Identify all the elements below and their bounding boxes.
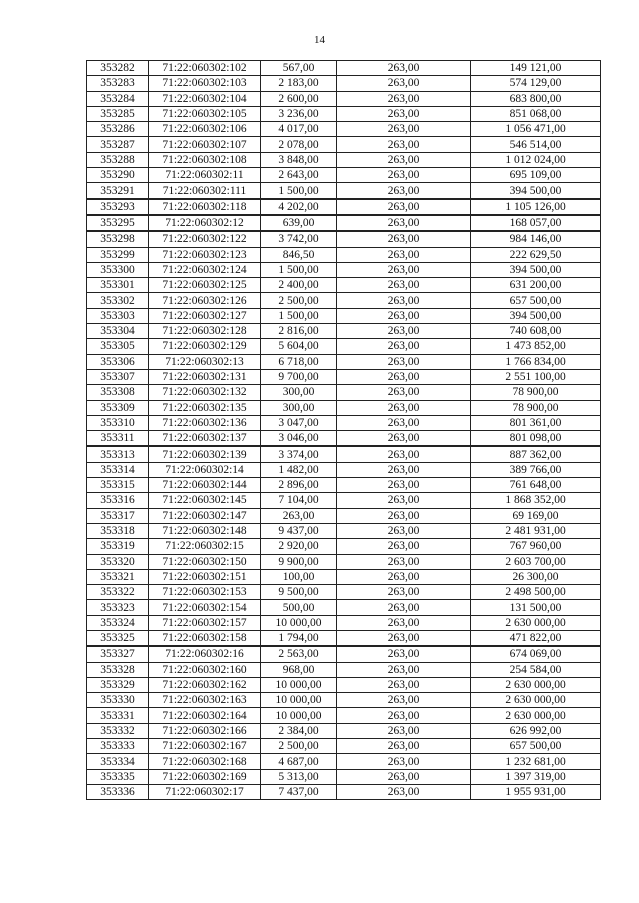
specific-value-cell: 263,00 [337, 615, 471, 630]
cadastral-number-cell: 71:22:060302:166 [149, 723, 261, 738]
cadastral-value-cell: 394 500,00 [471, 308, 601, 323]
cadastral-number-cell: 71:22:060302:13 [149, 354, 261, 369]
row-number-cell: 353336 [87, 784, 149, 799]
area-cell: 500,00 [261, 600, 337, 615]
specific-value-cell: 263,00 [337, 508, 471, 523]
cadastral-number-cell: 71:22:060302:167 [149, 739, 261, 754]
cadastral-value-cell: 222 629,50 [471, 247, 601, 262]
specific-value-cell: 263,00 [337, 400, 471, 415]
specific-value-cell: 263,00 [337, 693, 471, 708]
table-row [87, 585, 601, 600]
cadastral-value-cell: 254 584,00 [471, 662, 601, 677]
specific-value-cell: 263,00 [337, 646, 471, 662]
cadastral-number-cell: 71:22:060302:162 [149, 677, 261, 692]
area-cell: 1 482,00 [261, 462, 337, 477]
area-cell: 2 500,00 [261, 293, 337, 308]
specific-value-cell: 263,00 [337, 262, 471, 277]
table-row [87, 168, 601, 183]
specific-value-cell: 263,00 [337, 739, 471, 754]
row-number-cell: 353330 [87, 693, 149, 708]
specific-value-cell: 263,00 [337, 231, 471, 247]
area-cell: 4 202,00 [261, 199, 337, 215]
specific-value-cell: 263,00 [337, 76, 471, 91]
area-cell: 567,00 [261, 61, 337, 76]
specific-value-cell: 263,00 [337, 630, 471, 646]
cadastral-value-cell: 2 630 000,00 [471, 677, 601, 692]
row-number-cell: 353327 [87, 646, 149, 662]
table-row [87, 76, 601, 91]
cadastral-number-cell: 71:22:060302:122 [149, 231, 261, 247]
area-cell: 3 046,00 [261, 431, 337, 447]
cadastral-value-cell: 1 766 834,00 [471, 354, 601, 369]
cadastral-value-cell: 683 800,00 [471, 91, 601, 106]
area-cell: 2 600,00 [261, 91, 337, 106]
row-number-cell: 353295 [87, 215, 149, 231]
area-cell: 4 687,00 [261, 754, 337, 769]
area-cell: 2 563,00 [261, 646, 337, 662]
cadastral-number-cell: 71:22:060302:128 [149, 324, 261, 339]
table-row [87, 199, 601, 215]
specific-value-cell: 263,00 [337, 446, 471, 462]
row-number-cell: 353321 [87, 569, 149, 584]
cadastral-value-cell: 131 500,00 [471, 600, 601, 615]
row-number-cell: 353304 [87, 324, 149, 339]
cadastral-value-cell: 740 608,00 [471, 324, 601, 339]
area-cell: 2 183,00 [261, 76, 337, 91]
row-number-cell: 353290 [87, 168, 149, 183]
row-number-cell: 353302 [87, 293, 149, 308]
row-number-cell: 353286 [87, 122, 149, 137]
specific-value-cell: 263,00 [337, 585, 471, 600]
table-row [87, 569, 601, 584]
area-cell: 10 000,00 [261, 677, 337, 692]
table-row [87, 554, 601, 569]
specific-value-cell: 263,00 [337, 61, 471, 76]
table-row [87, 385, 601, 400]
cadastral-value-cell: 1 105 126,00 [471, 199, 601, 215]
area-cell: 639,00 [261, 215, 337, 231]
area-cell: 2 643,00 [261, 168, 337, 183]
table-row [87, 215, 601, 231]
cadastral-number-cell: 71:22:060302:102 [149, 61, 261, 76]
cadastral-value-cell: 574 129,00 [471, 76, 601, 91]
area-cell: 2 816,00 [261, 324, 337, 339]
row-number-cell: 353309 [87, 400, 149, 415]
row-number-cell: 353305 [87, 339, 149, 354]
specific-value-cell: 263,00 [337, 247, 471, 262]
table-row [87, 431, 601, 447]
cadastral-value-cell: 1 868 352,00 [471, 493, 601, 508]
area-cell: 7 104,00 [261, 493, 337, 508]
row-number-cell: 353285 [87, 106, 149, 121]
area-cell: 5 313,00 [261, 769, 337, 784]
cadastral-number-cell: 71:22:060302:127 [149, 308, 261, 323]
table-row [87, 539, 601, 554]
cadastral-number-cell: 71:22:060302:12 [149, 215, 261, 231]
table-row [87, 769, 601, 784]
table-row [87, 493, 601, 508]
table-row [87, 600, 601, 615]
specific-value-cell: 263,00 [337, 183, 471, 199]
cadastral-number-cell: 71:22:060302:104 [149, 91, 261, 106]
specific-value-cell: 263,00 [337, 324, 471, 339]
cadastral-value-table [86, 60, 601, 800]
area-cell: 4 017,00 [261, 122, 337, 137]
table-row [87, 183, 601, 199]
row-number-cell: 353324 [87, 615, 149, 630]
cadastral-number-cell: 71:22:060302:157 [149, 615, 261, 630]
specific-value-cell: 263,00 [337, 199, 471, 215]
cadastral-value-cell: 2 630 000,00 [471, 615, 601, 630]
area-cell: 2 896,00 [261, 478, 337, 493]
cadastral-value-cell: 78 900,00 [471, 385, 601, 400]
area-cell: 1 500,00 [261, 308, 337, 323]
table-body [87, 61, 601, 800]
cadastral-number-cell: 71:22:060302:105 [149, 106, 261, 121]
specific-value-cell: 263,00 [337, 308, 471, 323]
cadastral-value-cell: 887 362,00 [471, 446, 601, 462]
cadastral-number-cell: 71:22:060302:11 [149, 168, 261, 183]
specific-value-cell: 263,00 [337, 523, 471, 538]
area-cell: 300,00 [261, 400, 337, 415]
row-number-cell: 353307 [87, 369, 149, 384]
table-row [87, 754, 601, 769]
table-row [87, 324, 601, 339]
specific-value-cell: 263,00 [337, 91, 471, 106]
row-number-cell: 353301 [87, 278, 149, 293]
cadastral-number-cell: 71:22:060302:123 [149, 247, 261, 262]
table-row [87, 91, 601, 106]
row-number-cell: 353313 [87, 446, 149, 462]
area-cell: 846,50 [261, 247, 337, 262]
row-number-cell: 353319 [87, 539, 149, 554]
table-row [87, 308, 601, 323]
area-cell: 2 078,00 [261, 137, 337, 152]
cadastral-number-cell: 71:22:060302:126 [149, 293, 261, 308]
cadastral-number-cell: 71:22:060302:15 [149, 539, 261, 554]
cadastral-number-cell: 71:22:060302:131 [149, 369, 261, 384]
cadastral-value-cell: 631 200,00 [471, 278, 601, 293]
cadastral-value-cell: 2 630 000,00 [471, 708, 601, 723]
cadastral-number-cell: 71:22:060302:111 [149, 183, 261, 199]
specific-value-cell: 263,00 [337, 137, 471, 152]
area-cell: 2 384,00 [261, 723, 337, 738]
cadastral-value-cell: 674 069,00 [471, 646, 601, 662]
cadastral-value-cell: 657 500,00 [471, 739, 601, 754]
cadastral-number-cell: 71:22:060302:147 [149, 508, 261, 523]
row-number-cell: 353335 [87, 769, 149, 784]
cadastral-number-cell: 71:22:060302:137 [149, 431, 261, 447]
cadastral-number-cell: 71:22:060302:160 [149, 662, 261, 677]
table-row [87, 693, 601, 708]
table-row [87, 369, 601, 384]
specific-value-cell: 263,00 [337, 539, 471, 554]
cadastral-number-cell: 71:22:060302:14 [149, 462, 261, 477]
specific-value-cell: 263,00 [337, 106, 471, 121]
cadastral-value-cell: 78 900,00 [471, 400, 601, 415]
cadastral-value-cell: 626 992,00 [471, 723, 601, 738]
area-cell: 9 500,00 [261, 585, 337, 600]
row-number-cell: 353293 [87, 199, 149, 215]
specific-value-cell: 263,00 [337, 662, 471, 677]
specific-value-cell: 263,00 [337, 784, 471, 799]
row-number-cell: 353299 [87, 247, 149, 262]
area-cell: 1 500,00 [261, 183, 337, 199]
cadastral-value-cell: 801 361,00 [471, 415, 601, 430]
row-number-cell: 353322 [87, 585, 149, 600]
cadastral-number-cell: 71:22:060302:169 [149, 769, 261, 784]
cadastral-value-cell: 1 012 024,00 [471, 152, 601, 167]
specific-value-cell: 263,00 [337, 215, 471, 231]
area-cell: 10 000,00 [261, 708, 337, 723]
cadastral-value-cell: 761 648,00 [471, 478, 601, 493]
specific-value-cell: 263,00 [337, 493, 471, 508]
specific-value-cell: 263,00 [337, 354, 471, 369]
specific-value-cell: 263,00 [337, 122, 471, 137]
row-number-cell: 353291 [87, 183, 149, 199]
cadastral-value-cell: 2 498 500,00 [471, 585, 601, 600]
table-row [87, 262, 601, 277]
cadastral-number-cell: 71:22:060302:129 [149, 339, 261, 354]
row-number-cell: 353314 [87, 462, 149, 477]
table-row [87, 739, 601, 754]
cadastral-number-cell: 71:22:060302:144 [149, 478, 261, 493]
table-row [87, 462, 601, 477]
page-number: 14 [314, 34, 325, 46]
area-cell: 7 437,00 [261, 784, 337, 799]
table-row [87, 630, 601, 646]
specific-value-cell: 263,00 [337, 369, 471, 384]
specific-value-cell: 263,00 [337, 462, 471, 477]
row-number-cell: 353328 [87, 662, 149, 677]
specific-value-cell: 263,00 [337, 569, 471, 584]
cadastral-value-cell: 767 960,00 [471, 539, 601, 554]
table-row [87, 339, 601, 354]
table-row [87, 723, 601, 738]
table-row [87, 122, 601, 137]
row-number-cell: 353325 [87, 630, 149, 646]
cadastral-number-cell: 71:22:060302:168 [149, 754, 261, 769]
specific-value-cell: 263,00 [337, 754, 471, 769]
cadastral-number-cell: 71:22:060302:17 [149, 784, 261, 799]
cadastral-value-cell: 168 057,00 [471, 215, 601, 231]
cadastral-value-cell: 801 098,00 [471, 431, 601, 447]
cadastral-number-cell: 71:22:060302:125 [149, 278, 261, 293]
row-number-cell: 353282 [87, 61, 149, 76]
cadastral-value-cell: 984 146,00 [471, 231, 601, 247]
row-number-cell: 353317 [87, 508, 149, 523]
area-cell: 9 900,00 [261, 554, 337, 569]
row-number-cell: 353308 [87, 385, 149, 400]
area-cell: 2 400,00 [261, 278, 337, 293]
cadastral-value-cell: 851 068,00 [471, 106, 601, 121]
row-number-cell: 353334 [87, 754, 149, 769]
table-row [87, 446, 601, 462]
area-cell: 3 848,00 [261, 152, 337, 167]
row-number-cell: 353288 [87, 152, 149, 167]
row-number-cell: 353311 [87, 431, 149, 447]
row-number-cell: 353283 [87, 76, 149, 91]
cadastral-value-cell: 1 473 852,00 [471, 339, 601, 354]
table-row [87, 415, 601, 430]
row-number-cell: 353329 [87, 677, 149, 692]
row-number-cell: 353333 [87, 739, 149, 754]
cadastral-number-cell: 71:22:060302:150 [149, 554, 261, 569]
area-cell: 263,00 [261, 508, 337, 523]
table-row [87, 137, 601, 152]
area-cell: 300,00 [261, 385, 337, 400]
row-number-cell: 353287 [87, 137, 149, 152]
row-number-cell: 353318 [87, 523, 149, 538]
table-row [87, 677, 601, 692]
row-number-cell: 353303 [87, 308, 149, 323]
cadastral-number-cell: 71:22:060302:124 [149, 262, 261, 277]
cadastral-value-cell: 546 514,00 [471, 137, 601, 152]
row-number-cell: 353298 [87, 231, 149, 247]
cadastral-value-cell: 69 169,00 [471, 508, 601, 523]
cadastral-value-cell: 2 603 700,00 [471, 554, 601, 569]
row-number-cell: 353320 [87, 554, 149, 569]
specific-value-cell: 263,00 [337, 293, 471, 308]
cadastral-number-cell: 71:22:060302:153 [149, 585, 261, 600]
cadastral-number-cell: 71:22:060302:106 [149, 122, 261, 137]
cadastral-value-cell: 394 500,00 [471, 183, 601, 199]
cadastral-number-cell: 71:22:060302:118 [149, 199, 261, 215]
cadastral-value-cell: 1 056 471,00 [471, 122, 601, 137]
table-row [87, 662, 601, 677]
cadastral-number-cell: 71:22:060302:163 [149, 693, 261, 708]
table-row [87, 615, 601, 630]
cadastral-value-cell: 2 630 000,00 [471, 693, 601, 708]
table-row [87, 646, 601, 662]
specific-value-cell: 263,00 [337, 600, 471, 615]
table-row [87, 523, 601, 538]
area-cell: 6 718,00 [261, 354, 337, 369]
cadastral-value-cell: 695 109,00 [471, 168, 601, 183]
cadastral-value-cell: 657 500,00 [471, 293, 601, 308]
area-cell: 2 500,00 [261, 739, 337, 754]
specific-value-cell: 263,00 [337, 554, 471, 569]
cadastral-number-cell: 71:22:060302:108 [149, 152, 261, 167]
cadastral-value-cell: 394 500,00 [471, 262, 601, 277]
cadastral-value-cell: 1 232 681,00 [471, 754, 601, 769]
cadastral-number-cell: 71:22:060302:151 [149, 569, 261, 584]
table-row [87, 708, 601, 723]
specific-value-cell: 263,00 [337, 152, 471, 167]
cadastral-value-cell: 2 551 100,00 [471, 369, 601, 384]
specific-value-cell: 263,00 [337, 769, 471, 784]
row-number-cell: 353331 [87, 708, 149, 723]
table-row [87, 61, 601, 76]
cadastral-value-cell: 1 955 931,00 [471, 784, 601, 799]
row-number-cell: 353310 [87, 415, 149, 430]
table-row [87, 478, 601, 493]
area-cell: 968,00 [261, 662, 337, 677]
cadastral-value-cell: 26 300,00 [471, 569, 601, 584]
specific-value-cell: 263,00 [337, 708, 471, 723]
area-cell: 3 236,00 [261, 106, 337, 121]
area-cell: 3 742,00 [261, 231, 337, 247]
specific-value-cell: 263,00 [337, 339, 471, 354]
cadastral-number-cell: 71:22:060302:16 [149, 646, 261, 662]
area-cell: 3 047,00 [261, 415, 337, 430]
row-number-cell: 353315 [87, 478, 149, 493]
cadastral-value-cell: 149 121,00 [471, 61, 601, 76]
specific-value-cell: 263,00 [337, 168, 471, 183]
specific-value-cell: 263,00 [337, 415, 471, 430]
specific-value-cell: 263,00 [337, 278, 471, 293]
table-row [87, 278, 601, 293]
area-cell: 10 000,00 [261, 693, 337, 708]
cadastral-number-cell: 71:22:060302:148 [149, 523, 261, 538]
cadastral-value-cell: 2 481 931,00 [471, 523, 601, 538]
specific-value-cell: 263,00 [337, 677, 471, 692]
table-row [87, 293, 601, 308]
cadastral-number-cell: 71:22:060302:132 [149, 385, 261, 400]
specific-value-cell: 263,00 [337, 431, 471, 447]
table-row [87, 106, 601, 121]
cadastral-number-cell: 71:22:060302:135 [149, 400, 261, 415]
area-cell: 5 604,00 [261, 339, 337, 354]
area-cell: 10 000,00 [261, 615, 337, 630]
table-row [87, 508, 601, 523]
specific-value-cell: 263,00 [337, 385, 471, 400]
row-number-cell: 353284 [87, 91, 149, 106]
cadastral-number-cell: 71:22:060302:158 [149, 630, 261, 646]
row-number-cell: 353316 [87, 493, 149, 508]
specific-value-cell: 263,00 [337, 723, 471, 738]
cadastral-number-cell: 71:22:060302:164 [149, 708, 261, 723]
cadastral-value-cell: 471 822,00 [471, 630, 601, 646]
table-row [87, 231, 601, 247]
area-cell: 100,00 [261, 569, 337, 584]
cadastral-value-cell: 1 397 319,00 [471, 769, 601, 784]
area-cell: 1 500,00 [261, 262, 337, 277]
table-row [87, 400, 601, 415]
row-number-cell: 353332 [87, 723, 149, 738]
area-cell: 2 920,00 [261, 539, 337, 554]
cadastral-number-cell: 71:22:060302:107 [149, 137, 261, 152]
row-number-cell: 353323 [87, 600, 149, 615]
table-row [87, 247, 601, 262]
table-row [87, 784, 601, 799]
cadastral-number-cell: 71:22:060302:139 [149, 446, 261, 462]
table-row [87, 152, 601, 167]
area-cell: 9 437,00 [261, 523, 337, 538]
cadastral-number-cell: 71:22:060302:136 [149, 415, 261, 430]
row-number-cell: 353306 [87, 354, 149, 369]
cadastral-number-cell: 71:22:060302:103 [149, 76, 261, 91]
specific-value-cell: 263,00 [337, 478, 471, 493]
table-row [87, 354, 601, 369]
area-cell: 9 700,00 [261, 369, 337, 384]
area-cell: 3 374,00 [261, 446, 337, 462]
cadastral-value-cell: 389 766,00 [471, 462, 601, 477]
area-cell: 1 794,00 [261, 630, 337, 646]
cadastral-number-cell: 71:22:060302:145 [149, 493, 261, 508]
row-number-cell: 353300 [87, 262, 149, 277]
cadastral-number-cell: 71:22:060302:154 [149, 600, 261, 615]
